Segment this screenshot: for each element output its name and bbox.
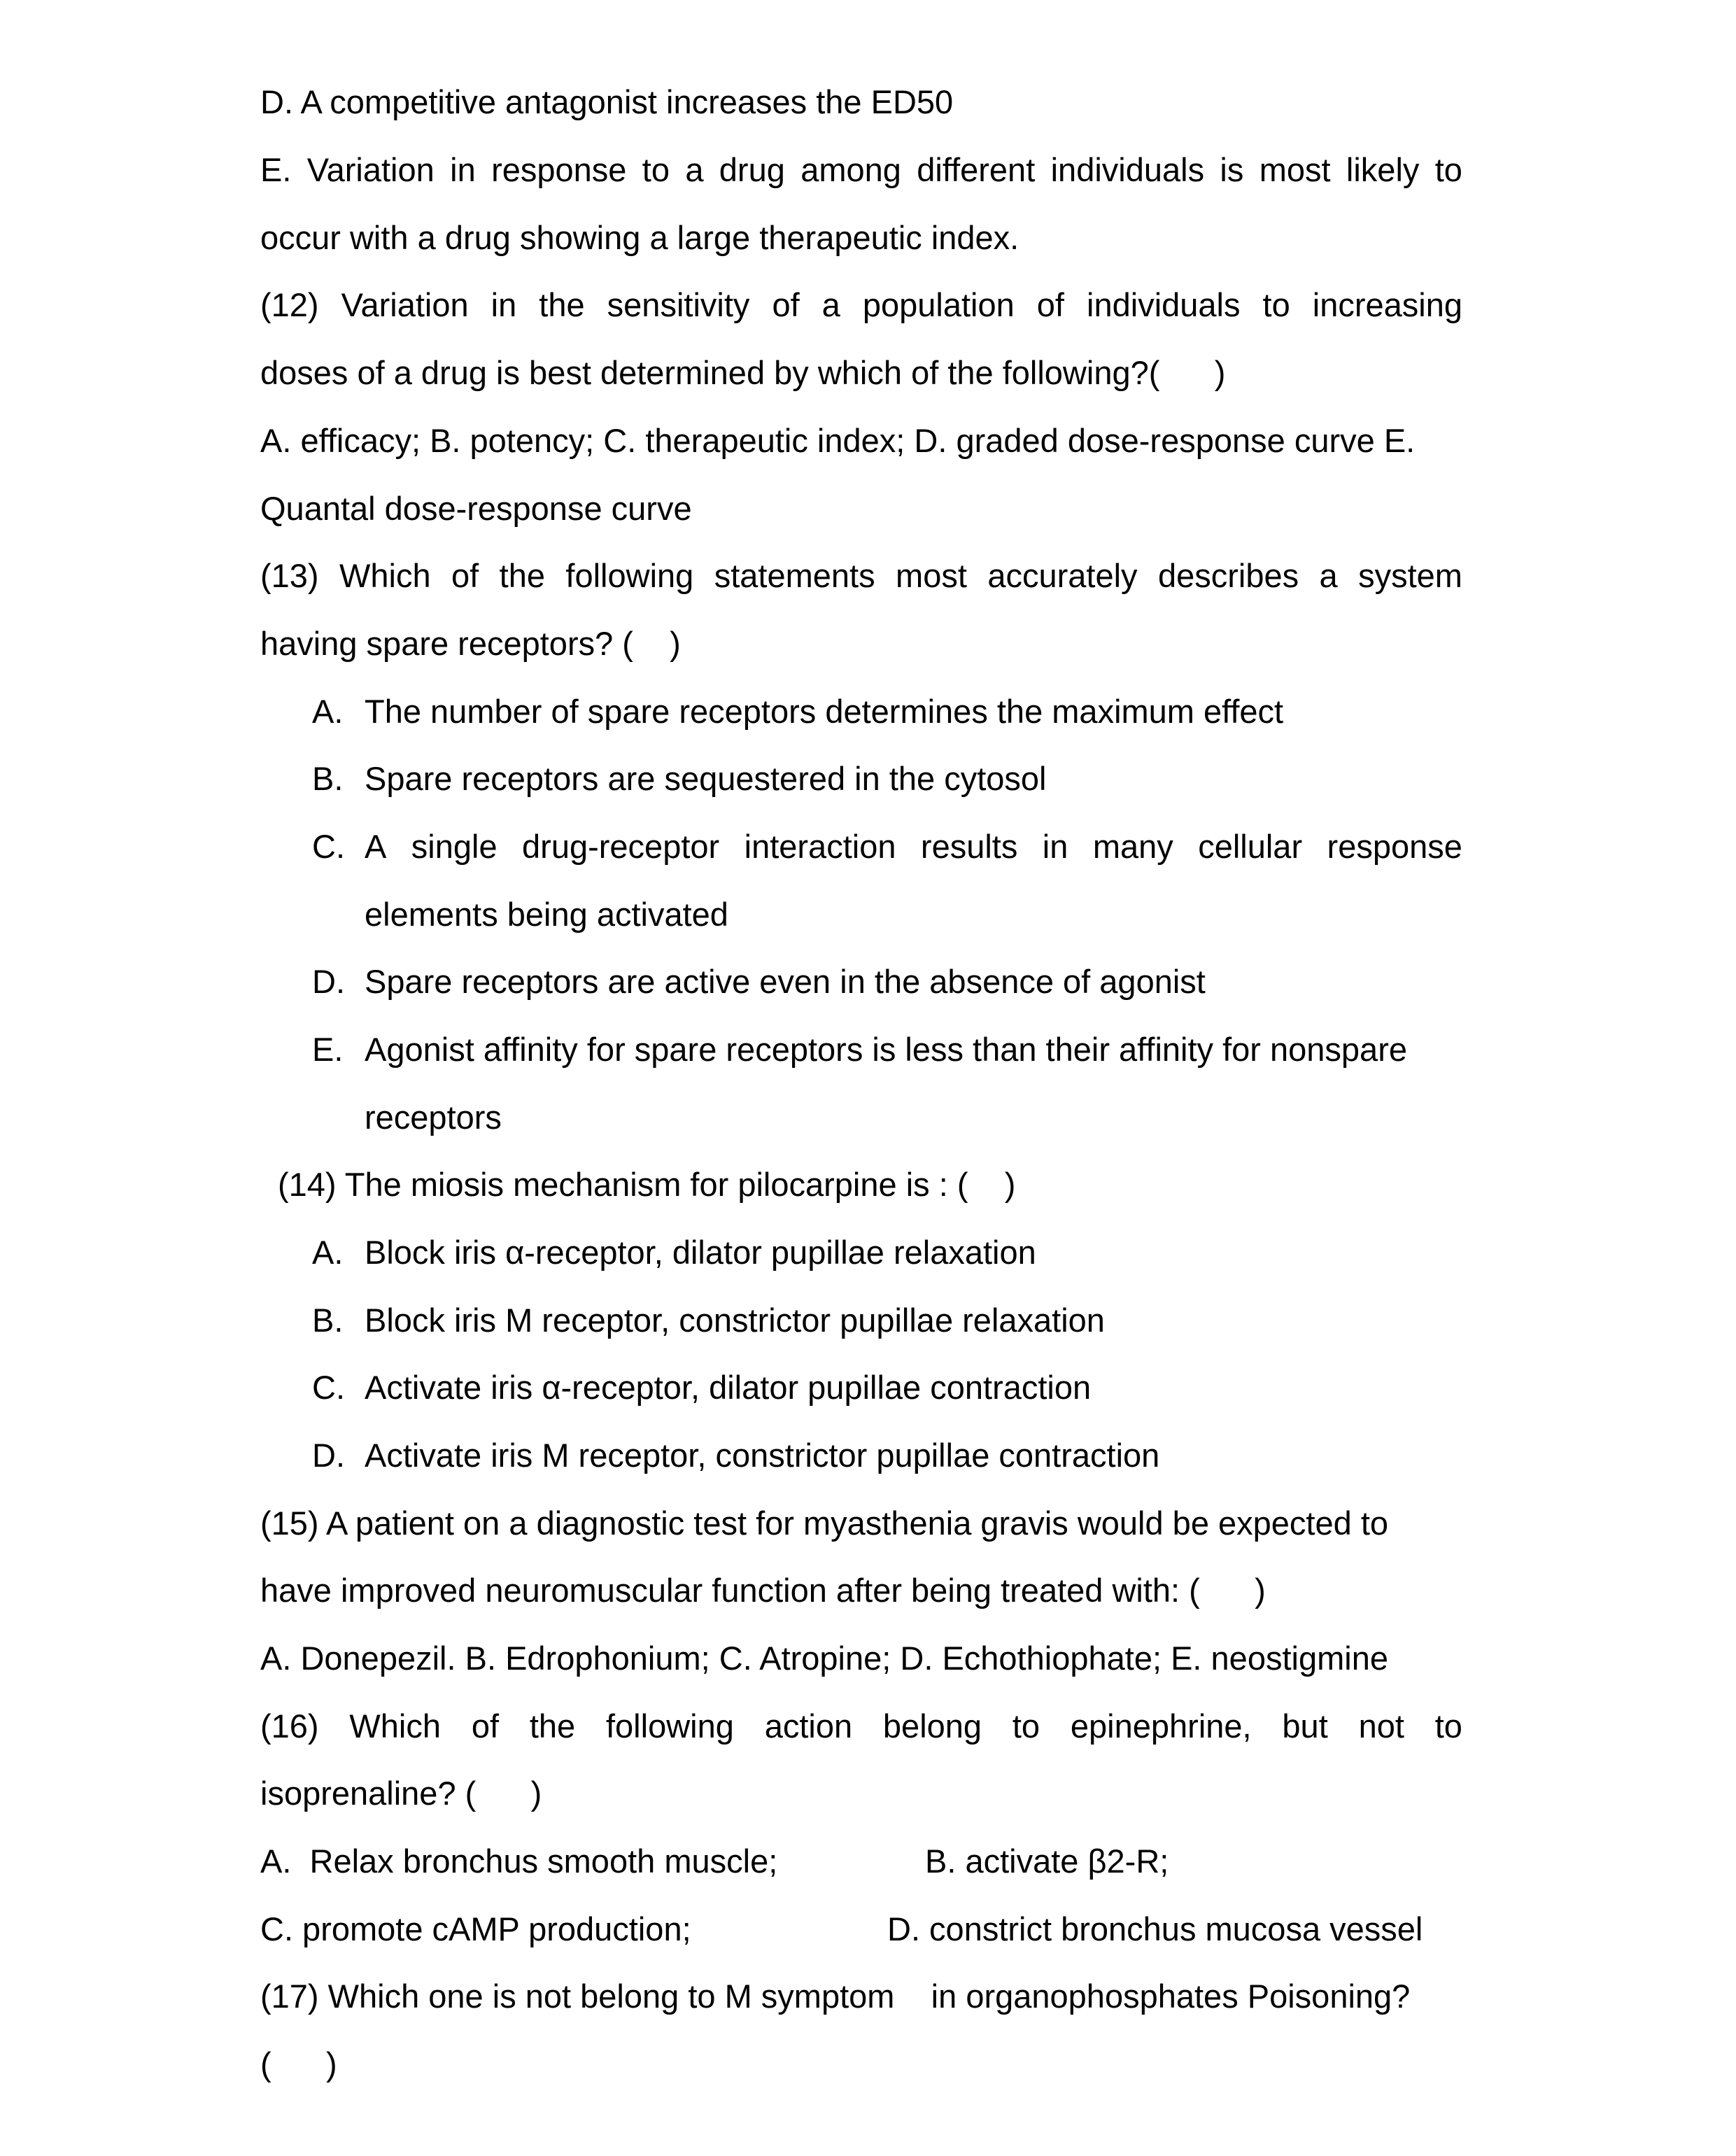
word: most: [896, 557, 967, 594]
word: single: [411, 828, 497, 865]
word: the: [539, 286, 585, 323]
word: epinephrine,: [1070, 1707, 1252, 1745]
word: (12): [260, 286, 319, 323]
option-text: Activate iris M receptor, constrictor pupillae contraction: [365, 1437, 1160, 1474]
option-letter: C.: [312, 828, 345, 865]
text-line-justified: [260, 150, 1462, 190]
option-text: Block iris M receptor, constrictor pupillae relaxation: [365, 1302, 1105, 1339]
word: to: [642, 151, 670, 188]
option-text: Agonist affinity for spare receptors is less than their affinity for nonspare: [365, 1031, 1407, 1068]
word: Which: [339, 557, 431, 594]
word: system: [1358, 557, 1462, 594]
word: to: [1434, 1707, 1462, 1745]
word: to: [1262, 286, 1290, 323]
word: action: [764, 1707, 853, 1745]
word: accurately: [987, 557, 1138, 594]
option-letter: E.: [312, 1031, 344, 1068]
word: drug-receptor: [522, 828, 720, 865]
word: following: [605, 1707, 734, 1745]
word: in: [450, 151, 476, 188]
word: individuals: [1050, 151, 1205, 188]
option-letter: A.: [312, 1234, 344, 1271]
option-continuation: elements being activated: [365, 896, 728, 933]
option-letter: D.: [312, 1437, 345, 1474]
word: E.: [260, 151, 292, 188]
word: in: [491, 286, 517, 323]
word: likely: [1346, 151, 1420, 188]
question-14-stem: (14) The miosis mechanism for pilocarpine is : ( ): [278, 1166, 1016, 1203]
word: response: [491, 151, 627, 188]
word: to: [1434, 151, 1462, 188]
option-text: Block iris α-receptor, dilator pupillae relaxation: [365, 1234, 1036, 1271]
text-line: having spare receptors? ( ): [260, 625, 681, 662]
question-15-stem: (15) A patient on a diagnostic test for myasthenia gravis would be expected to: [260, 1505, 1389, 1542]
question-16-option-a: A. Relax bronchus smooth muscle;: [260, 1843, 778, 1880]
word: of: [471, 1707, 500, 1745]
word: a: [685, 151, 704, 188]
word: sensitivity: [607, 286, 750, 323]
option-letter: B.: [312, 1302, 344, 1339]
option-continuation: receptors: [365, 1099, 502, 1136]
word: A: [365, 828, 387, 865]
word: of: [451, 557, 479, 594]
text-line: ( ): [260, 2045, 337, 2083]
word: of: [1036, 286, 1064, 323]
option-text: Activate iris α-receptor, dilator pupillae contraction: [365, 1369, 1092, 1406]
word: results: [920, 828, 1018, 865]
word: Variation: [306, 151, 435, 188]
word: a: [1319, 557, 1338, 594]
word: population: [862, 286, 1015, 323]
word: Variation: [341, 286, 469, 323]
option-text: Spare receptors are sequestered in the cytosol: [365, 760, 1047, 797]
text-line: doses of a drug is best determined by which of the following?( ): [260, 354, 1226, 391]
word: increasing: [1312, 286, 1462, 323]
text-line: isoprenaline? ( ): [260, 1775, 542, 1812]
option-text: The number of spare receptors determines the maximum effect: [365, 693, 1284, 730]
word: drug: [719, 151, 785, 188]
question-13-stem: [260, 556, 1462, 596]
word: cellular: [1198, 828, 1303, 865]
word: (13): [260, 557, 319, 594]
word: not: [1358, 1707, 1404, 1745]
word: interaction: [744, 828, 896, 865]
option-letter: C.: [312, 1369, 345, 1406]
word: the: [529, 1707, 576, 1745]
question-16-option-c: C. promote cAMP production;: [260, 1910, 691, 1947]
option-letter: D.: [312, 963, 345, 1000]
text-line: D. A competitive antagonist increases the ED50: [260, 83, 954, 120]
question-16-option-d: D. constrict bronchus mucosa vessel: [887, 1910, 1423, 1947]
word: most: [1259, 151, 1331, 188]
word: individuals: [1087, 286, 1241, 323]
question-12-options: A. efficacy; B. potency; C. therapeutic index; D. graded dose-response curve E.: [260, 422, 1416, 459]
question-16-stem: [260, 1707, 1462, 1746]
word: (16): [260, 1707, 319, 1745]
option-letter: B.: [312, 760, 344, 797]
word: a: [821, 286, 840, 323]
word: among: [800, 151, 901, 188]
word: is: [1220, 151, 1244, 188]
question-16-option-b: B. activate β2-R;: [925, 1843, 1169, 1880]
word: of: [772, 286, 800, 323]
word: in: [1042, 828, 1068, 865]
question-17-stem: (17) Which one is not belong to M symptom in organophosphates Poisoning?: [260, 1978, 1411, 2015]
word: describes: [1157, 557, 1299, 594]
word: to: [1012, 1707, 1040, 1745]
option-letter: A.: [312, 693, 344, 730]
text-line: Quantal dose-response curve: [260, 490, 692, 527]
option-text: [365, 827, 1462, 866]
question-15-options: A. Donepezil. B. Edrophonium; C. Atropine; D. Echothiophate; E. neostigmine: [260, 1640, 1388, 1677]
word: many: [1092, 828, 1173, 865]
word: statements: [714, 557, 875, 594]
option-text: Spare receptors are active even in the absence of agonist: [365, 963, 1206, 1000]
word: response: [1327, 828, 1462, 865]
text-line: occur with a drug showing a large therapeutic index.: [260, 219, 1019, 256]
question-12-stem: [260, 286, 1462, 325]
word: belong: [882, 1707, 982, 1745]
word: but: [1282, 1707, 1328, 1745]
word: following: [565, 557, 694, 594]
text-line: have improved neuromuscular function after being treated with: ( ): [260, 1572, 1266, 1609]
word: the: [499, 557, 545, 594]
word: Which: [349, 1707, 441, 1745]
word: different: [917, 151, 1036, 188]
